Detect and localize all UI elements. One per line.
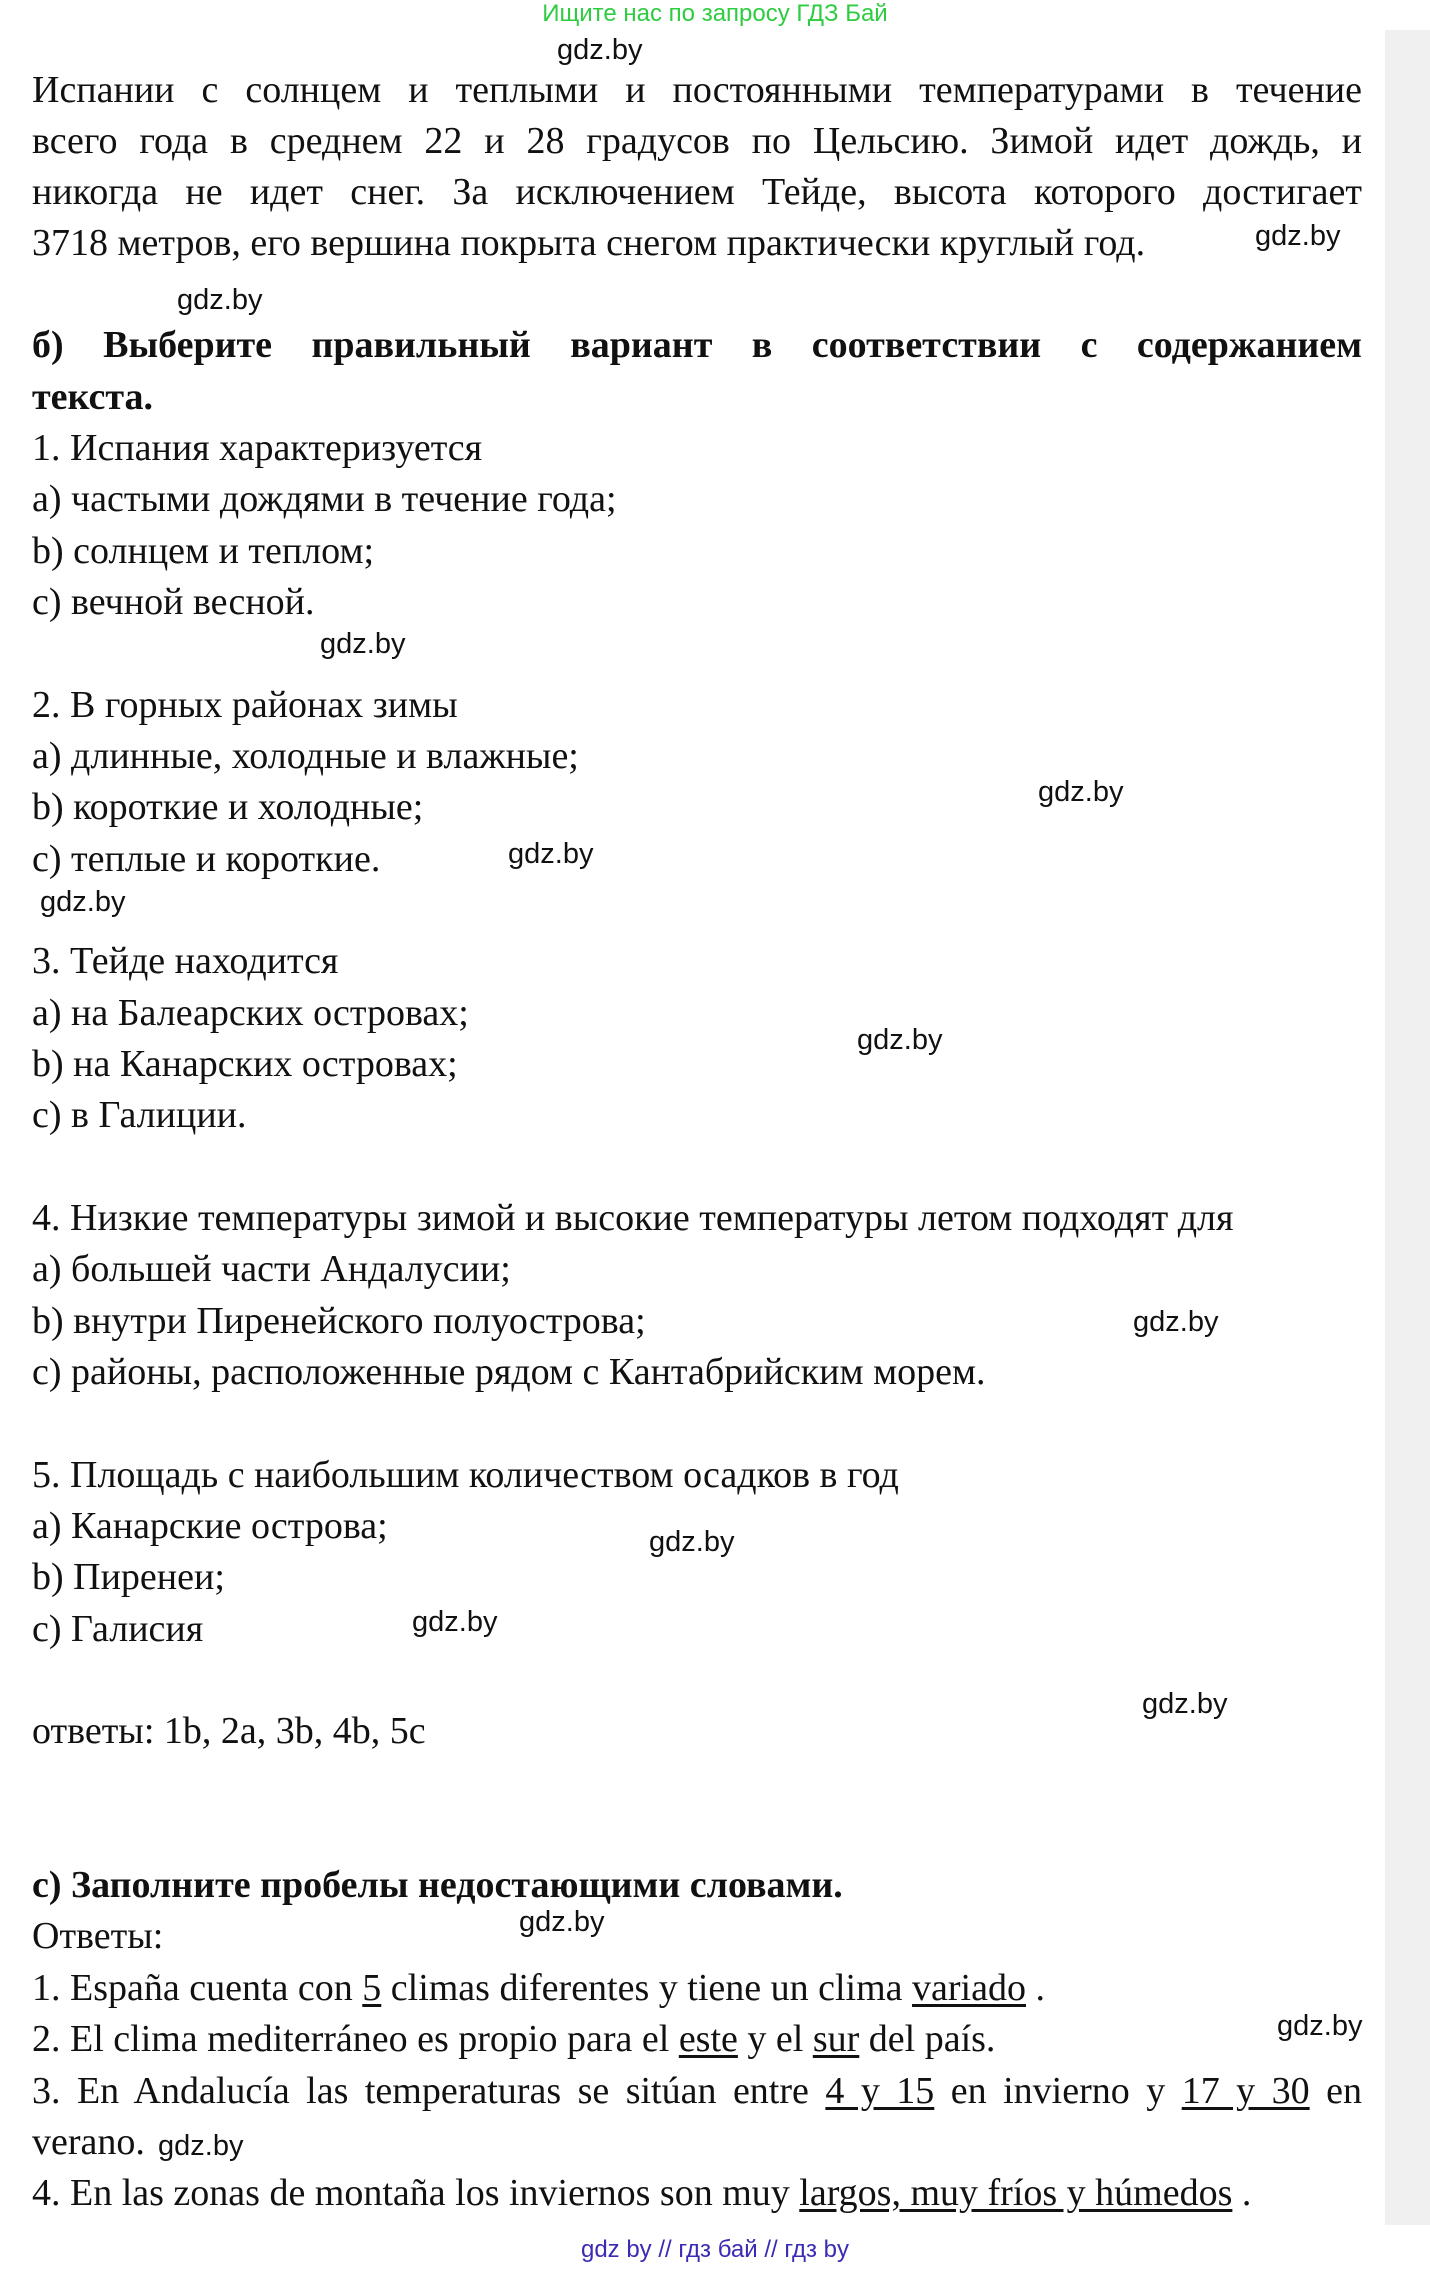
intro-line-1: Испании с солнцем и теплыми и постоянными температурами в течение — [32, 69, 1362, 111]
question-4-option-c: c) районы, расположенные рядом с Кантабрийским морем. — [32, 1351, 986, 1393]
watermark: gdz.by — [320, 628, 406, 660]
page-side-strip — [1385, 30, 1430, 2225]
question-5-option-b: b) Пиренеи; — [32, 1556, 225, 1598]
intro-line-4: 3718 метров, его вершина покрыта снегом практически круглый год. — [32, 222, 1146, 264]
question-2-option-a: a) длинные, холодные и влажные; — [32, 735, 579, 777]
filled-answer: 4 y 15 — [825, 2070, 935, 2112]
task-c-answers-label: Ответы: — [32, 1915, 164, 1957]
filled-answer: 17 y 30 — [1181, 2070, 1310, 2112]
question-4-option-a: a) большей части Андалусии; — [32, 1248, 511, 1290]
watermark: gdz.by — [519, 1906, 605, 1938]
watermark: gdz.by — [177, 284, 263, 316]
sentence-text: . — [1232, 2172, 1252, 2214]
filled-answer: este — [678, 2018, 738, 2060]
watermark: gdz.by — [158, 2130, 244, 2162]
footer: gdz by // гдз бай // гдз by — [580, 2236, 850, 2263]
top-banner: Ищите нас по запросу ГДЗ Бай — [542, 0, 888, 27]
sentence-text: 3. En Andalucía las temperaturas se sitúan entre — [32, 2070, 826, 2112]
watermark: gdz.by — [1133, 1306, 1219, 1338]
question-3-option-a: a) на Балеарских островах; — [32, 992, 469, 1034]
watermark: gdz.by — [1038, 776, 1124, 808]
question-2: 2. В горных районах зимы — [32, 684, 458, 726]
filled-answer: variado — [912, 1967, 1026, 2009]
question-3-option-c: c) в Галиции. — [32, 1094, 247, 1136]
intro-line-3: никогда не идет снег. За исключением Тейде, высота которого достигает — [32, 171, 1362, 213]
question-3: 3. Тейде находится — [32, 940, 339, 982]
question-3-option-b: b) на Канарских островах; — [32, 1043, 458, 1085]
sentence-text: del país. — [859, 2018, 996, 2060]
filled-answer: 5 — [362, 1967, 382, 2009]
watermark: gdz.by — [508, 838, 594, 870]
question-5-option-c: c) Галисия — [32, 1608, 204, 1650]
question-4: 4. Низкие температуры зимой и высокие температуры летом подходят для — [32, 1197, 1234, 1239]
watermark: gdz.by — [40, 886, 126, 918]
task-c-sentence-3-line-2: verano. — [32, 2121, 145, 2163]
watermark: gdz.by — [1277, 2010, 1363, 2042]
question-2-option-c: c) теплые и короткие. — [32, 838, 381, 880]
intro-line-2: всего года в среднем 22 и 28 градусов по Цельсию. Зимой идет дождь, и — [32, 120, 1362, 162]
sentence-text: y el — [737, 2018, 813, 2060]
question-1: 1. Испания характеризуется — [32, 427, 483, 469]
question-4-option-b: b) внутри Пиренейского полуострова; — [32, 1300, 646, 1342]
task-c-sentence-3 — [32, 2066, 1362, 2117]
question-1-option-b: b) солнцем и теплом; — [32, 530, 375, 572]
sentence-text: 2. El clima mediterráneo es propio para el — [32, 2018, 679, 2060]
question-2-option-b: b) короткие и холодные; — [32, 786, 424, 828]
filled-answer: largos, muy fríos y húmedos — [799, 2172, 1233, 2214]
watermark: gdz.by — [412, 1606, 498, 1638]
task-c-sentence-4 — [32, 2168, 1251, 2218]
question-5: 5. Площадь с наибольшим количеством осадков в год — [32, 1454, 899, 1496]
question-5-option-a: a) Канарские острова; — [32, 1505, 388, 1547]
sentence-text: climas diferentes y tiene un clima — [381, 1967, 913, 2009]
watermark: gdz.by — [557, 34, 643, 66]
sentence-text: en invierno y — [934, 2070, 1182, 2112]
task-c-heading: c) Заполните пробелы недостающими словами. — [32, 1864, 843, 1906]
watermark: gdz.by — [1142, 1688, 1228, 1720]
sentence-text: . — [1025, 1967, 1045, 2009]
task-b-heading-line-1: б) Выберите правильный вариант в соответствии с содержанием — [32, 324, 1362, 366]
sentence-text: 4. En las zonas de montaña los inviernos son muy — [32, 2172, 800, 2214]
question-1-option-c: c) вечной весной. — [32, 581, 315, 623]
task-c-sentence-1 — [32, 1963, 1045, 2013]
watermark: gdz.by — [649, 1526, 735, 1558]
sentence-text: 1. España cuenta con — [32, 1967, 363, 2009]
watermark: gdz.by — [857, 1024, 943, 1056]
task-b-heading-line-2: текста. — [32, 376, 153, 418]
task-b-answers: ответы: 1b, 2a, 3b, 4b, 5c — [32, 1710, 426, 1752]
task-c-sentence-2 — [32, 2014, 995, 2064]
sentence-text: en — [1309, 2070, 1362, 2112]
filled-answer: sur — [812, 2018, 860, 2060]
watermark: gdz.by — [1255, 220, 1341, 252]
question-1-option-a: a) частыми дождями в течение года; — [32, 478, 617, 520]
